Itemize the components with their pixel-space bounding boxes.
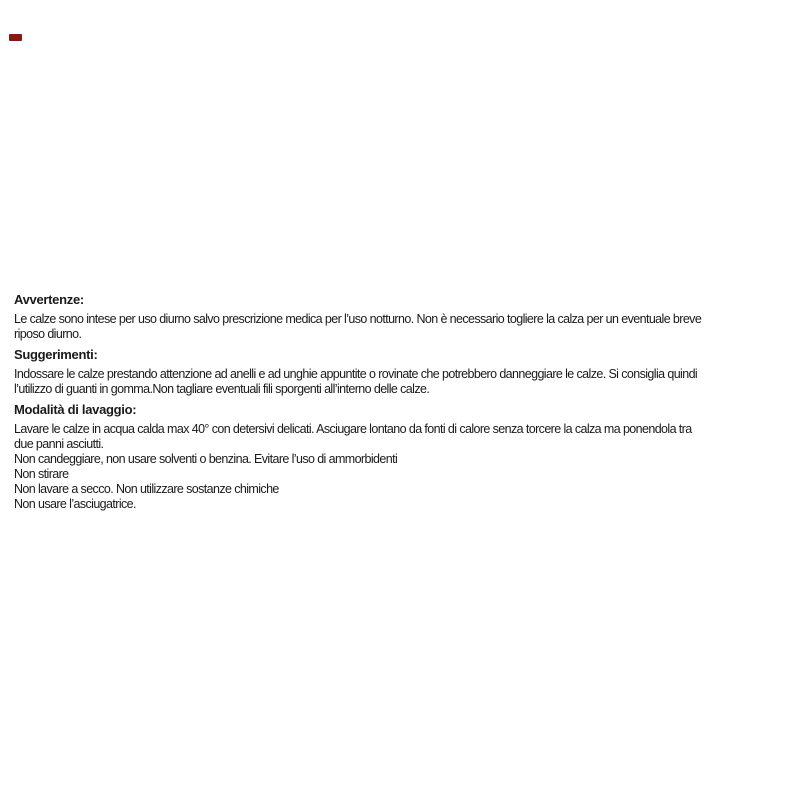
section-body-avvertenze <box>14 312 792 342</box>
text-line: Non usare l’asciugatrice. <box>14 497 136 511</box>
text-line: Lavare le calze in acqua calda max 40° con detersivi delicati. Asciugare lontano da fonti di calore senza torcere la calza ma ponendola tra <box>14 422 692 436</box>
section-body-suggerimenti <box>14 367 792 397</box>
section-heading-avvertenze: Avvertenze: <box>14 292 84 307</box>
section-body-modalita-di-lavaggio <box>14 422 792 512</box>
text-line: riposo diurno. <box>14 327 82 341</box>
text-line: Le calze sono intese per uso diurno salvo prescrizione medica per l’uso notturno. Non è necessario togliere la calza per un eventuale breve <box>14 312 702 326</box>
care-instructions-document <box>14 292 792 512</box>
text-line: Non stirare <box>14 467 69 481</box>
text-line: due panni asciutti. <box>14 437 104 451</box>
section-heading-suggerimenti: Suggerimenti: <box>14 347 98 362</box>
text-line: Non candeggiare, non usare solventi o benzina. Evitare l’uso di ammorbidenti <box>14 452 398 466</box>
text-line: l’utilizzo di guanti in gomma.Non tagliare eventuali fili sporgenti all’interno delle calze. <box>14 382 430 396</box>
text-line: Non lavare a secco. Non utilizzare sostanze chimiche <box>14 482 279 496</box>
red-corner-mark <box>9 34 22 41</box>
section-heading-modalita-di-lavaggio: Modalità di lavaggio: <box>14 402 137 417</box>
text-line: Indossare le calze prestando attenzione ad anelli e ad unghie appuntite o rovinate che potrebbero danneggiare le calze. Si consiglia quindi <box>14 367 698 381</box>
